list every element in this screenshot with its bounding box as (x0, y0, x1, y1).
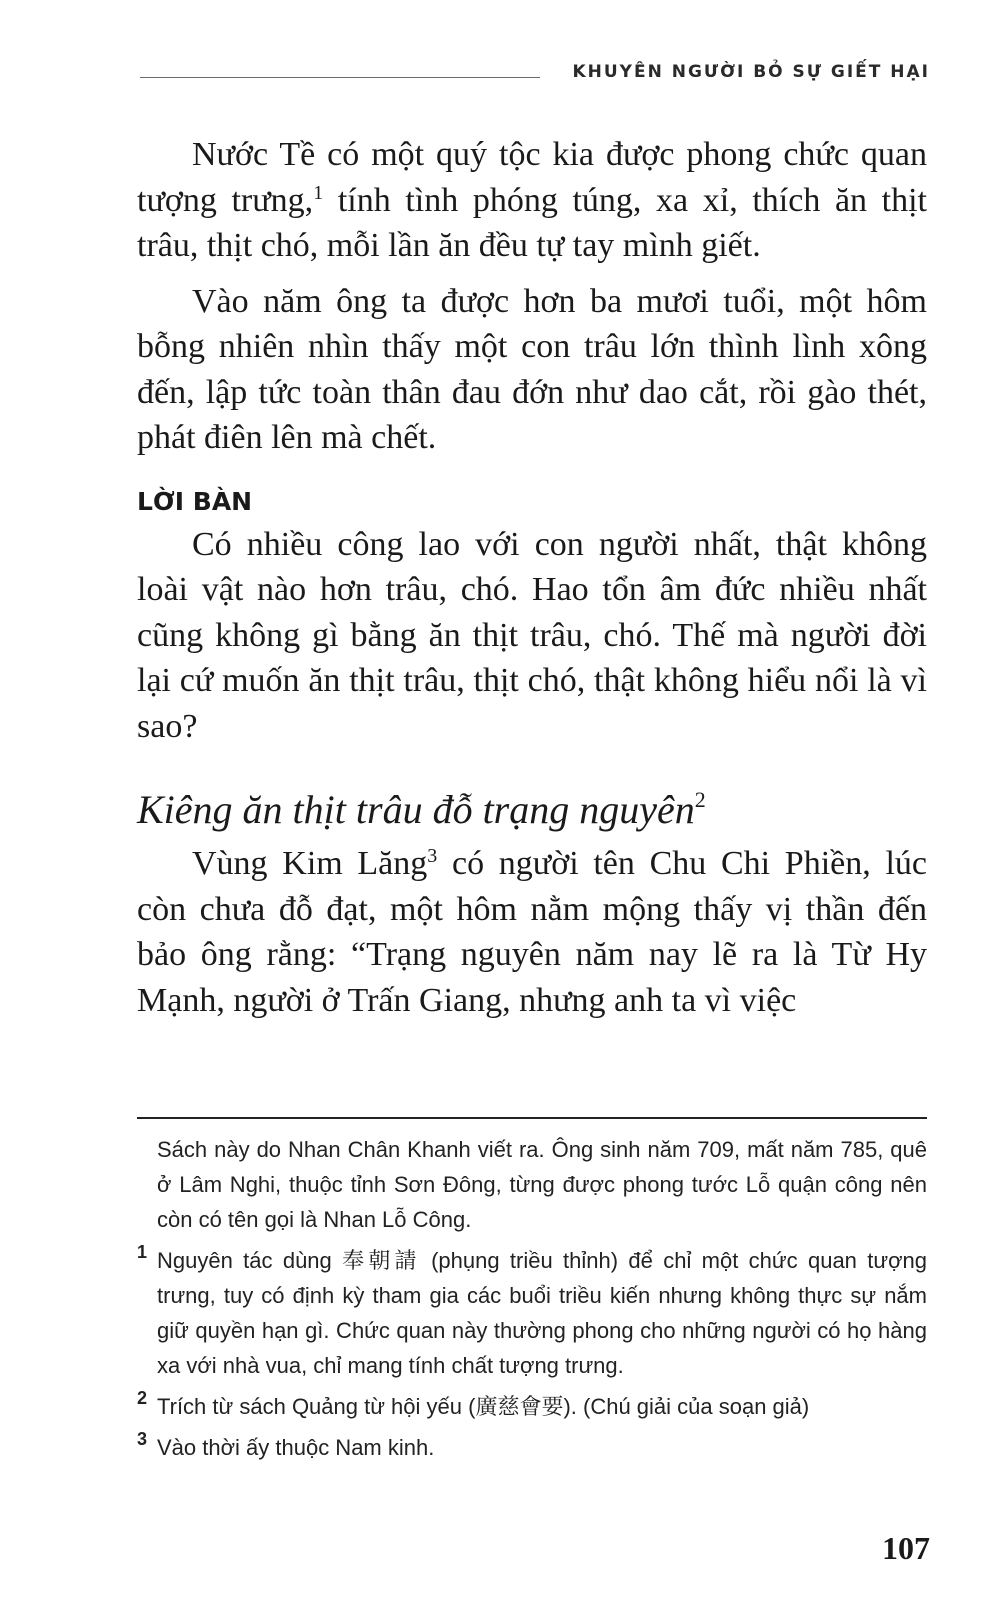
paragraph-4 (137, 841, 927, 1023)
story-title (137, 785, 927, 835)
footnote-3 (137, 1430, 927, 1465)
footnote-1 (137, 1243, 927, 1383)
footnote-1-text: Nguyên tác dùng 奉朝請 (phụng triều thỉnh) để chỉ một chức quan tượng trưng, tuy có định kỳ tham gia các buổi triều kiến nhưng không thực sự nắm giữ quyền hạn gì. Chức quan này thường phong cho những người có họ hàng xa với nhà vua, chỉ mang tính chất tượng trưng. (157, 1248, 927, 1378)
running-header: KHUYÊN NGƯỜI BỎ SỰ GIẾT HẠI (572, 62, 930, 82)
footnote-ref-2: 2 (694, 787, 706, 812)
footnote-1-number: 1 (137, 1242, 148, 1262)
comment-heading: LỜI BÀN (137, 486, 253, 516)
footnote-rule (137, 1117, 927, 1119)
header-rule (140, 77, 540, 78)
paragraph-1 (137, 132, 927, 269)
footnotes (137, 1132, 927, 1471)
footnote-2-text: Trích từ sách Quảng từ hội yếu (廣慈會要). (Chú giải của soạn giả) (157, 1394, 810, 1419)
paragraph-3: Có nhiều công lao với con người nhất, thật không loài vật nào hơn trâu, chó. Hao tổn âm đức nhiều nhất cũng không gì bằng ăn thịt trâu, chó. Thế mà người đời lại cứ muốn ăn thịt trâu, thịt chó, thật không hiểu nổi là vì sao? (137, 525, 927, 745)
paragraph-4-text: Vùng Kim Lăng (192, 845, 428, 882)
paragraph-1-text: Nước Tề có một quý tộc kia được phong chức quan tượng trưng, (137, 136, 927, 219)
footnote-2-number: 2 (137, 1388, 148, 1408)
page-number: 107 (882, 1530, 930, 1566)
paragraph-4-rest: có người tên Chu Chi Phiền, lúc còn chưa đỗ đạt, một hôm nằm mộng thấy vị thần đến bảo ông rằng: “Trạng nguyên năm nay lẽ ra là Từ Hy Mạnh, người ở Trấn Giang, nhưng anh ta vì việc (137, 845, 927, 1019)
footnote-ref-1: 1 (313, 181, 324, 204)
footnote-ref-3: 3 (427, 845, 438, 867)
footnote-3-text: Vào thời ấy thuộc Nam kinh. (157, 1435, 435, 1460)
footnote-2 (137, 1389, 927, 1424)
paragraph-2: Vào năm ông ta được hơn ba mươi tuổi, một hôm bỗng nhiên nhìn thấy một con trâu lớn thình lình xông đến, lập tức toàn thân đau đớn như dao cắt, rồi gào thét, phát điên lên mà chết. (137, 282, 927, 456)
footnote-continued-text: Sách này do Nhan Chân Khanh viết ra. Ông sinh năm 709, mất năm 785, quê ở Lâm Nghi, thuộc tỉnh Sơn Đông, từng được phong tước Lỗ quận công nên còn có tên gọi là Nhan Lỗ Công. (157, 1137, 927, 1232)
main-text (137, 132, 927, 1033)
story-title-text: Kiêng ăn thịt trâu đỗ trạng nguyên (137, 787, 695, 832)
footnote-3-number: 3 (137, 1429, 148, 1449)
footnote-continued (137, 1132, 927, 1237)
paragraph-1-rest: tính tình phóng túng, xa xỉ, thích ăn thịt trâu, thịt chó, mỗi lần ăn đều tự tay mình giết. (137, 181, 927, 264)
